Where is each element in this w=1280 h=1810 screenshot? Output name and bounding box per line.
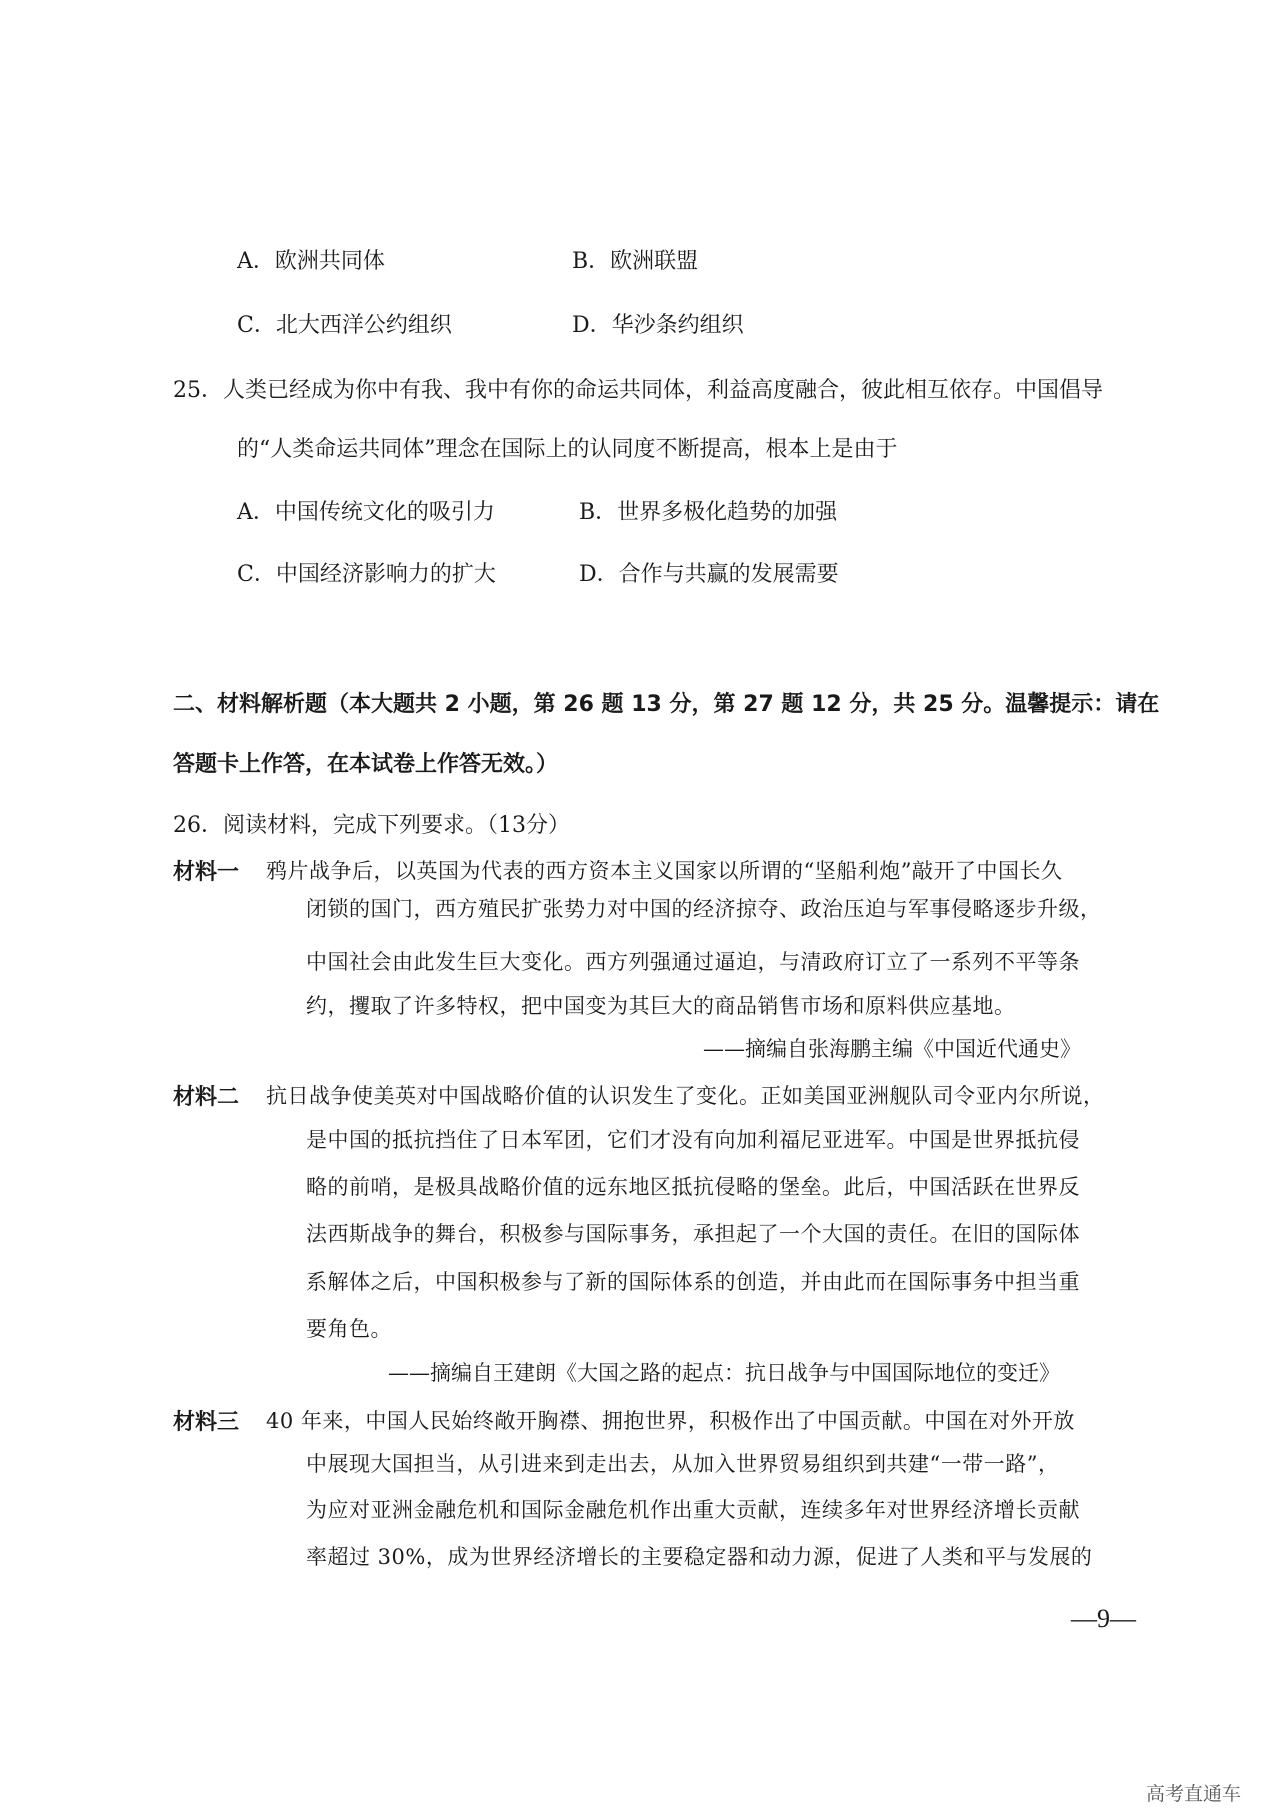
material-1-line: 约，攫取了许多特权，把中国变为其巨大的商品销售市场和原料供应基地。 <box>306 994 1016 1018</box>
q24-option-b: B．欧洲联盟 <box>572 249 699 274</box>
material-3-line: 率超过 30%，成为世界经济增长的主要稳定器和动力源，促进了人类和平与发展的 <box>306 1545 1093 1569</box>
watermark: 高考直通车 <box>1146 1783 1242 1805</box>
material-2-line: 法西斯战争的舞台，积极参与国际事务，承担起了一个大国的责任。在旧的国际体 <box>306 1222 1080 1246</box>
material-3-line: 为应对亚洲金融危机和国际金融危机作出重大贡献，连续多年对世界经济增长贡献 <box>306 1498 1080 1522</box>
q26-stem: 26．阅读材料，完成下列要求。（13分） <box>173 813 570 838</box>
material-2-label: 材料二 <box>173 1085 240 1110</box>
q25-option-c: C．中国经济影响力的扩大 <box>237 562 496 587</box>
q25-option-a: A．中国传统文化的吸引力 <box>237 500 495 525</box>
page-number: —9— <box>1071 1604 1136 1633</box>
material-1-label: 材料一 <box>173 860 240 885</box>
section-heading-line1: 二、材料解析题（本大题共 2 小题，第 26 题 13 分，第 27 题 12 分，共 25 分。温馨提示：请在 <box>173 692 1160 717</box>
material-3-label: 材料三 <box>173 1410 240 1435</box>
q25-option-b: B．世界多极化趋势的加强 <box>579 500 838 525</box>
material-3-line: 40 年来，中国人民始终敞开胸襟、拥抱世界，积极作出了中国贡献。中国在对外开放 <box>266 1409 1075 1433</box>
q25-option-d: D．合作与共赢的发展需要 <box>579 562 839 587</box>
material-3-line: 中展现大国担当，从引进来到走出去，从加入世界贸易组织到共建“一带一路”， <box>306 1452 1060 1476</box>
section-heading-line2: 答题卡上作答，在本试卷上作答无效。） <box>173 752 559 777</box>
material-2-line: 是中国的抵抗挡住了日本军团，它们才没有向加利福尼亚进军。中国是世界抵抗侵 <box>306 1128 1080 1152</box>
q24-option-a: A．欧洲共同体 <box>237 249 385 274</box>
material-2-line: 要角色。 <box>306 1317 392 1341</box>
material-1-line: 闭锁的国门，西方殖民扩张势力对中国的经济掠夺、政治压迫与军事侵略逐步升级， <box>306 897 1102 921</box>
q25-stem-line1: 25．人类已经成为你中有我、我中有你的命运共同体，利益高度融合，彼此相互依存。中国倡导 <box>173 378 1103 403</box>
material-1-source: ——摘编自张海鹏主编《中国近代通史》 <box>703 1037 1081 1061</box>
material-2-line: 抗日战争使美英对中国战略价值的认识发生了变化。正如美国亚洲舰队司令亚内尔所说， <box>266 1084 1105 1108</box>
material-2-source: ——摘编自王建朗《大国之路的起点：抗日战争与中国国际地位的变迁》 <box>388 1361 1060 1385</box>
material-2-line: 略的前哨，是极具战略价值的远东地区抵抗侵略的堡垒。此后，中国活跃在世界反 <box>306 1175 1080 1199</box>
material-1-line: 鸦片战争后，以英国为代表的西方资本主义国家以所谓的“坚船利炮”敲开了中国长久 <box>266 859 1063 883</box>
q25-stem-line2: 的“人类命运共同体”理念在国际上的认同度不断提高，根本上是由于 <box>237 437 898 462</box>
q24-option-d: D．华沙条约组织 <box>572 313 744 338</box>
material-2-line: 系解体之后，中国积极参与了新的国际体系的创造，并由此而在国际事务中担当重 <box>306 1270 1080 1294</box>
q24-option-c: C．北大西洋公约组织 <box>237 313 452 338</box>
material-1-line: 中国社会由此发生巨大变化。西方列强通过逼迫，与清政府订立了一系列不平等条 <box>306 950 1080 974</box>
